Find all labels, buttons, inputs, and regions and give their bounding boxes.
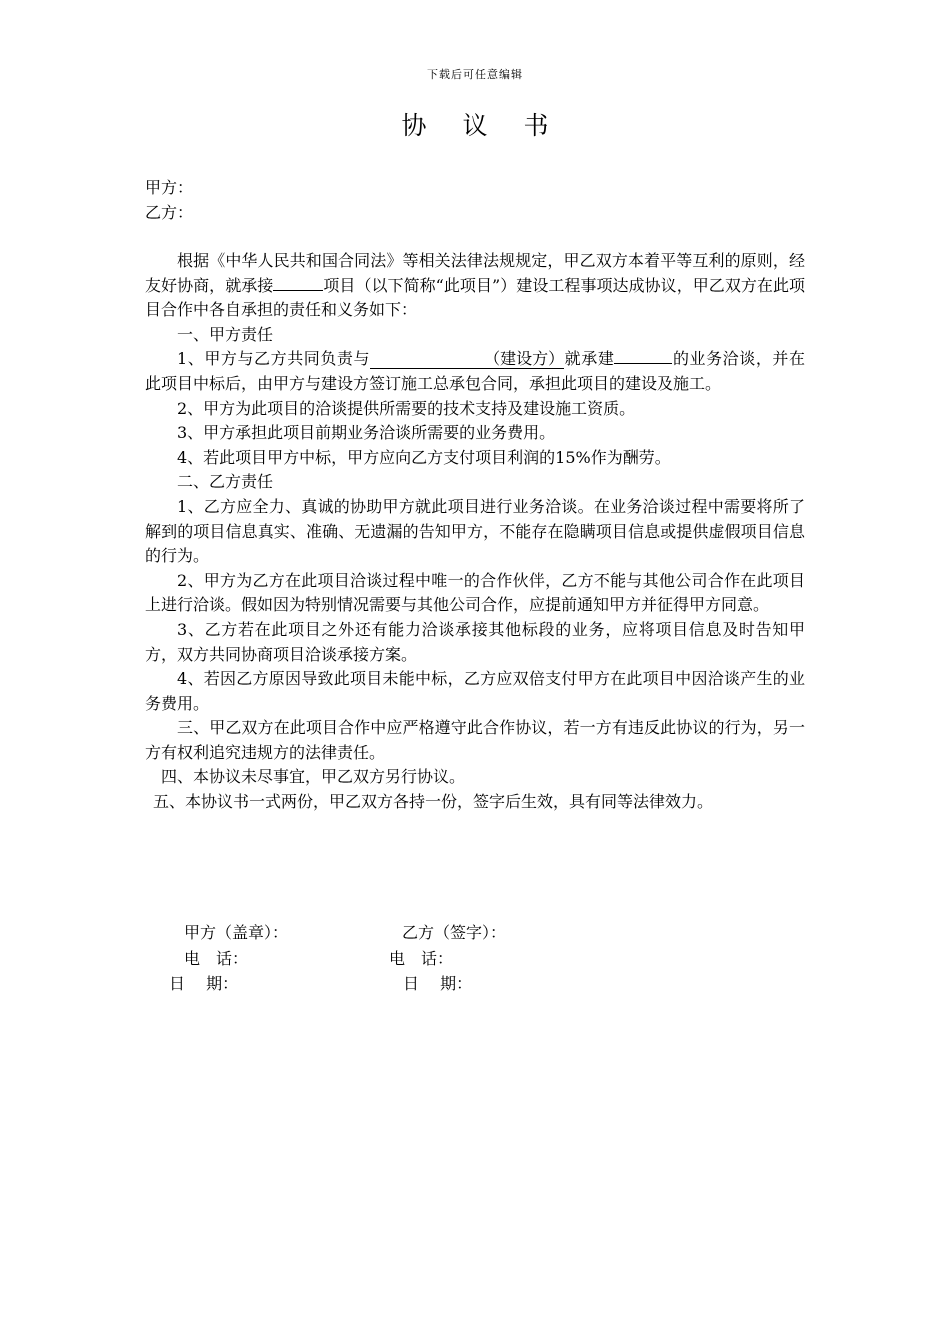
party-b-label: 乙方：: [145, 202, 194, 222]
section1-item3: 3、甲方承担此项目前期业务洽谈所需要的业务费用。: [177, 423, 556, 443]
section1-item4: 4、若此项目甲方中标，甲方应向乙方支付项目利润的15%作为酬劳。: [177, 447, 671, 467]
parties-block: [145, 176, 805, 225]
section3-paragraph: 三、甲乙双方在此项目合作中应严格遵守此合作协议，若一方有违反此协议的行为，另一方有权利追究违规方的法律责任。: [145, 718, 805, 762]
contract-blank: [614, 363, 672, 364]
intro-text-1: 根据《中华人民共和国合同法》等相关法律法规规定，甲乙双方本着平等互利的原则，经友好协商，就承接: [145, 251, 805, 295]
section2-item1: 1、乙方应全力、真诚的协助甲方就此项目进行业务洽谈。在业务洽谈过程中需要将所了解到的项目信息真实、准确、无遗漏的告知甲方，不能存在隐瞒项目信息或提供虚假项目信息的行为。: [145, 496, 805, 566]
party-a-phone-label: 电 话：: [184, 949, 249, 968]
section1-item1-text-1: 1、甲方与乙方共同负责与: [177, 349, 371, 369]
agreement-body: [145, 249, 805, 815]
section2-heading: 二、乙方责任: [177, 472, 274, 492]
party-a-seal-label: 甲方（盖章）：: [184, 923, 289, 942]
section1-item2: 2、甲方为此项目的洽谈提供所需要的技术支持及建设施工资质。: [177, 398, 636, 418]
owner-blank: （建设方）: [370, 350, 564, 369]
project-name-blank: [273, 290, 323, 291]
section1-item1: [145, 347, 805, 396]
header-note: 下载后可任意编辑: [427, 68, 523, 81]
document-title: 协 议 书: [401, 111, 563, 140]
section1-heading: 一、甲方责任: [177, 324, 274, 344]
section4-paragraph: 四、本协议未尽事宜，甲乙双方另行协议。: [161, 767, 466, 787]
section5-paragraph: 五、本协议书一式两份，甲乙双方各持一份，签字后生效，具有同等法律效力。: [153, 792, 714, 812]
party-b-sign-label: 乙方（签字）：: [402, 923, 507, 942]
party-a-date-label: 日 期：: [169, 974, 239, 993]
section2-item3: 3、乙方若在此项目之外还有能力洽谈承接其他标段的业务，应将项目信息及时告知甲方，双方共同协商项目洽谈承接方案。: [145, 619, 805, 664]
intro-text-2: 项目（以下简称“此项目”）建设工程事项达成协议，甲乙双方在此项目合作中各自承担的责任和义务如下：: [145, 275, 805, 320]
section1-item1-text-3: 的业务洽谈，并在此项目中标后，由甲方与建设方签订施工总承包合同，承担此项目的建设及施工。: [145, 349, 805, 393]
section1-item1-text-2: 就承建: [564, 349, 615, 369]
party-b-phone-label: 电 话：: [389, 949, 454, 968]
section2-item2: 2、甲方为乙方在此项目洽谈过程中唯一的合作伙伴，乙方不能与其他公司合作在此项目上进行洽谈。假如因为特别情况需要与其他公司合作，应提前通知甲方并征得甲方同意。: [145, 570, 805, 615]
intro-paragraph: [145, 249, 805, 323]
section2-item4: 4、若因乙方原因导致此项目未能中标，乙方应双倍支付甲方在此项目中因洽谈产生的业务费用。: [145, 669, 805, 713]
party-b-date-label: 日 期：: [403, 974, 473, 993]
party-a-label: 甲方：: [145, 178, 194, 197]
